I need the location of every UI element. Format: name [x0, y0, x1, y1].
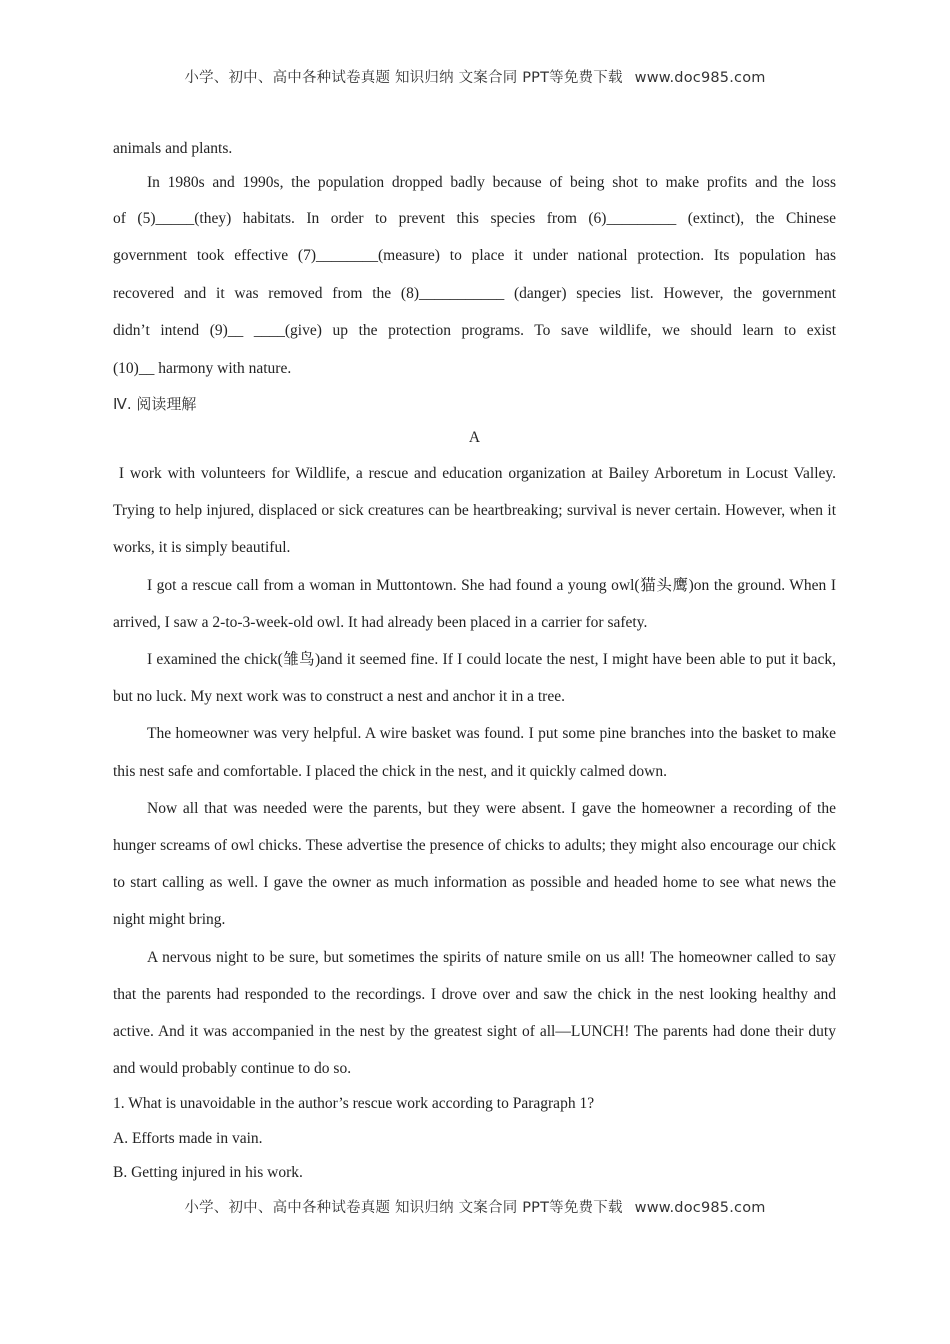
passage-label: A [468, 429, 481, 447]
cloze-paragraph [113, 166, 836, 387]
cloze-line-continued: animals and plants. [113, 140, 233, 157]
cloze-line: (10)__ harmony with nature. [113, 359, 292, 377]
passage-paragraph-2: I got a rescue call from a woman in Muttontown. She had found a young owl(猫头鹰)on the ground. When I arrived, I saw a 2-to-3-week-old owl. It had already been placed in a carrier for safety. [113, 576, 836, 631]
question-option-a: A. Efforts made in vain. [113, 1129, 263, 1147]
section-heading: Ⅳ. 阅读理解 [113, 395, 197, 414]
cloze-line: of (5)_____(they) habitats. In order to prevent this species from (6)_________ (extinct), the Chinese [113, 210, 836, 227]
question-option-b: B. Getting injured in his work. [113, 1164, 303, 1182]
footer-banner-site[interactable]: www.doc985.com [634, 1200, 766, 1216]
header-banner-site[interactable]: www.doc985.com [634, 70, 766, 86]
header-banner [0, 66, 950, 87]
cloze-line: In 1980s and 1990s, the population dropped badly because of being shot to make profits and the loss [147, 174, 836, 191]
page-content [113, 132, 840, 1191]
passage-paragraph-5: Now all that was needed were the parents, but they were absent. I gave the homeowner a recording of the hunger screams of owl chicks. These advertise the presence of chicks to adults; they might also encourage our chick to start calling as well. I gave the owner as much information as possible and headed home to see what news the night might bring. [113, 799, 836, 929]
passage-paragraph-1: I work with volunteers for Wildlife, a rescue and education organization at Bailey Arboretum in Locust Valley. Trying to help injured, displaced or sick creatures can be heartbreaking; survival is never certain. However, when it works, it is simply beautiful. [113, 465, 840, 557]
cloze-line: didn’t intend (9)__ ____(give) up the protection programs. To save wildlife, we should learn to exist [113, 322, 836, 340]
header-banner-text: 小学、初中、高中各种试卷真题 知识归纳 文案合同 PPT等免费下载 [184, 70, 623, 86]
question-stem: 1. What is unavoidable in the author’s rescue work according to Paragraph 1? [113, 1095, 595, 1113]
passage-paragraph-6: A nervous night to be sure, but sometimes the spirits of nature smile on us all! The homeowner called to say that the parents had responded to the recordings. I drove over and saw the chick in the nest looking healthy and active. And it was accompanied in the nest by the greatest sight of all—LUNCH! The parents had done their duty and would probably continue to do so. [113, 948, 836, 1078]
passage-paragraph-3: I examined the chick(雏鸟)and it seemed fine. If I could locate the nest, I might have been able to put it back, but no luck. My next work was to construct a nest and anchor it in a tree. [113, 651, 836, 706]
cloze-line: government took effective (7)________(measure) to place it under national protection. Its population has [113, 247, 836, 265]
footer-banner [0, 1196, 950, 1217]
cloze-line: recovered and it was removed from the (8)___________ (danger) species list. However, the government [113, 284, 836, 302]
footer-banner-text: 小学、初中、高中各种试卷真题 知识归纳 文案合同 PPT等免费下载 [184, 1200, 623, 1216]
passage-paragraph-4: The homeowner was very helpful. A wire basket was found. I put some pine branches into the basket to make this nest safe and comfortable. I placed the chick in the nest, and it quickly calmed down. [113, 725, 836, 780]
